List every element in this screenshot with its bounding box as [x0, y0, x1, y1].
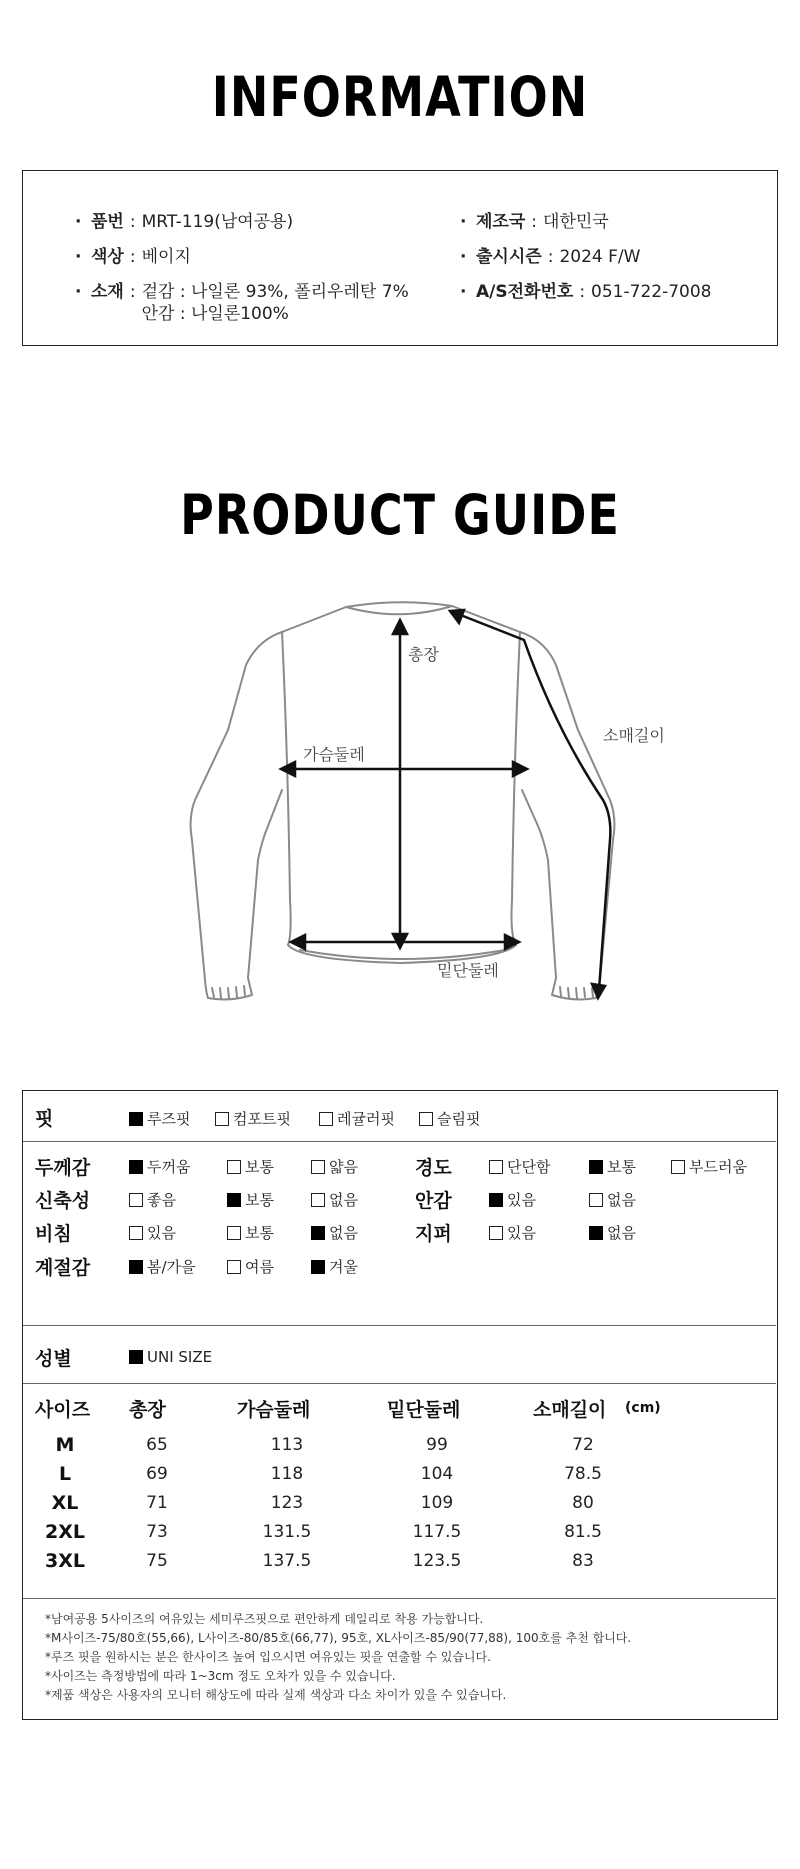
bullet: ·	[460, 247, 467, 267]
option-label: 있음	[507, 1224, 536, 1242]
size-value: 99	[426, 1435, 448, 1455]
option-label: 부드러움	[689, 1158, 747, 1176]
checkbox-unchecked	[671, 1160, 685, 1174]
size-value: 123	[270, 1493, 304, 1513]
size-name: 2XL	[45, 1521, 85, 1543]
checkbox-unchecked	[489, 1226, 503, 1240]
sheerness-option	[227, 1222, 274, 1243]
sheerness-option	[311, 1222, 358, 1243]
info-row-product-code	[75, 211, 455, 233]
hardness-label: 경도	[415, 1157, 452, 1179]
checkbox-checked	[311, 1260, 325, 1274]
season-option	[227, 1256, 274, 1277]
sheerness-label: 비침	[35, 1223, 72, 1245]
checkbox-unchecked	[489, 1160, 503, 1174]
size-name: L	[58, 1463, 72, 1485]
sleeve-header: 소매길이	[533, 1399, 607, 1421]
option-label: 있음	[147, 1224, 176, 1242]
label-chest: 가슴둘레	[303, 745, 365, 764]
zipper-option	[489, 1222, 536, 1243]
size-value: 81.5	[564, 1522, 602, 1542]
option-label: 없음	[607, 1224, 636, 1242]
hardness-option	[489, 1156, 550, 1177]
bullet: ·	[75, 247, 82, 267]
info-value: 2024 F/W	[559, 247, 641, 267]
length-header: 총장	[129, 1399, 166, 1421]
size-value: 137.5	[262, 1551, 312, 1571]
checkbox-unchecked	[129, 1193, 143, 1207]
note-item: *제품 색상은 사용자의 모니터 해상도에 따라 실제 색상과 다소 차이가 있을 수 있습니다.	[45, 1688, 507, 1702]
bullet: ·	[75, 212, 82, 232]
hem-header: 밑단둘레	[387, 1399, 461, 1421]
checkbox-checked	[489, 1193, 503, 1207]
fit-option-comfort	[215, 1108, 291, 1129]
elasticity-label: 신축성	[35, 1190, 91, 1212]
divider	[23, 1598, 776, 1599]
checkbox-checked	[129, 1160, 143, 1174]
separator: :	[129, 247, 136, 267]
checkbox-unchecked	[311, 1160, 325, 1174]
size-value: 104	[420, 1464, 454, 1484]
option-label: 봄/가을	[147, 1258, 196, 1276]
option-label: 단단함	[507, 1158, 551, 1176]
size-value: 69	[146, 1464, 168, 1484]
size-value: 80	[572, 1493, 594, 1513]
checkbox-unchecked	[319, 1112, 333, 1126]
lining-option	[489, 1189, 536, 1210]
note-item: *남여공용 5사이즈의 여유있는 세미루즈핏으로 편안하게 데일리로 착용 가능합니다.	[45, 1612, 484, 1626]
separator: :	[531, 212, 538, 232]
size-value: 131.5	[262, 1522, 312, 1542]
info-row-color	[75, 246, 455, 268]
size-value: 72	[572, 1435, 594, 1455]
option-label: 보통	[245, 1158, 274, 1176]
checkbox-checked	[227, 1193, 241, 1207]
info-key: 색상	[91, 247, 124, 267]
information-heading: INFORMATION	[211, 64, 589, 130]
notes	[45, 1610, 765, 1705]
elasticity-option	[227, 1189, 274, 1210]
garment-measurement-diagram	[0, 590, 800, 1010]
info-row-material	[75, 281, 455, 325]
gender-option-uni	[129, 1348, 212, 1366]
fit-label: 핏	[35, 1108, 54, 1130]
option-label: 없음	[607, 1191, 636, 1209]
checkbox-unchecked	[227, 1160, 241, 1174]
option-label: 보통	[245, 1224, 274, 1242]
lining-label: 안감	[415, 1190, 452, 1212]
checkbox-unchecked	[589, 1193, 603, 1207]
info-key: 품번	[91, 212, 124, 232]
info-key: 제조국	[476, 212, 526, 232]
size-name: 3XL	[45, 1550, 85, 1572]
option-label: UNI SIZE	[147, 1348, 213, 1366]
info-row-season	[460, 246, 760, 268]
information-left-column	[75, 211, 455, 338]
elasticity-option	[129, 1189, 176, 1210]
separator: :	[579, 282, 586, 302]
label-sleeve-length: 소매길이	[603, 726, 665, 745]
thickness-option	[311, 1156, 358, 1177]
size-value: 78.5	[564, 1464, 602, 1484]
hardness-option	[671, 1156, 747, 1177]
note-item: *사이즈는 측정방법에 따라 1~3cm 정도 오차가 있을 수 있습니다.	[45, 1669, 396, 1683]
option-label: 얇음	[329, 1158, 358, 1176]
divider	[23, 1325, 776, 1326]
checkbox-checked	[129, 1260, 143, 1274]
option-label: 루즈핏	[147, 1110, 191, 1128]
info-value-material	[142, 281, 409, 325]
thickness-option	[227, 1156, 274, 1177]
hardness-option	[589, 1156, 636, 1177]
option-label: 보통	[607, 1158, 636, 1176]
size-value: 109	[420, 1493, 454, 1513]
fit-option-regular	[319, 1108, 395, 1129]
note-item: *M사이즈-75/80호(55,66), L사이즈-80/85호(66,77), 95호, XL사이즈-85/90(77,88), 100호를 추천 합니다.	[45, 1631, 632, 1645]
season-option	[129, 1256, 196, 1277]
size-value: 75	[146, 1551, 168, 1571]
sweatshirt-outline-illustration	[0, 590, 800, 1010]
checkbox-checked	[311, 1226, 325, 1240]
info-key: 소재	[91, 282, 124, 302]
fit-option-slim	[419, 1108, 480, 1129]
season-label: 계절감	[35, 1257, 91, 1279]
zipper-label: 지퍼	[415, 1223, 452, 1245]
product-guide-heading: PRODUCT GUIDE	[180, 482, 620, 548]
zipper-option	[589, 1222, 636, 1243]
sheerness-option	[129, 1222, 176, 1243]
option-label: 여름	[245, 1258, 274, 1276]
label-total-length: 총장	[408, 645, 439, 664]
info-value: MRT-119(남여공용)	[141, 212, 294, 232]
fit-option-loose	[129, 1108, 190, 1129]
checkbox-unchecked	[215, 1112, 229, 1126]
info-value: 베이지	[141, 247, 191, 267]
information-right-column	[460, 211, 760, 316]
separator: :	[547, 247, 554, 267]
size-value: 113	[270, 1435, 304, 1455]
info-key: 출시시즌	[476, 247, 542, 267]
size-header: 사이즈	[35, 1399, 91, 1421]
option-label: 없음	[329, 1224, 358, 1242]
option-label: 보통	[245, 1191, 274, 1209]
thickness-option	[129, 1156, 190, 1177]
gender-label: 성별	[35, 1348, 72, 1370]
size-value: 83	[572, 1551, 594, 1571]
separator: :	[129, 212, 136, 232]
info-key: A/S전화번호	[476, 282, 574, 302]
info-value: 대한민국	[543, 212, 609, 232]
info-row-country	[460, 211, 760, 233]
checkbox-unchecked	[311, 1193, 325, 1207]
size-value: 65	[146, 1435, 168, 1455]
option-label: 레귤러핏	[337, 1110, 395, 1128]
elasticity-option	[311, 1189, 358, 1210]
bullet: ·	[460, 282, 467, 302]
checkbox-unchecked	[227, 1260, 241, 1274]
season-option	[311, 1256, 358, 1277]
info-value-lining: 안감 : 나일론100%	[141, 304, 289, 324]
info-value-outer: 겉감 : 나일론 93%, 폴리우레탄 7%	[141, 282, 409, 302]
product-guide-table	[22, 1090, 778, 1720]
checkbox-checked	[589, 1226, 603, 1240]
divider	[23, 1383, 776, 1384]
size-value: 73	[146, 1522, 168, 1542]
info-row-as-phone	[460, 281, 760, 303]
separator: :	[129, 282, 136, 302]
checkbox-checked	[129, 1350, 143, 1364]
divider	[23, 1141, 776, 1142]
size-value: 117.5	[412, 1522, 462, 1542]
option-label: 좋음	[147, 1191, 176, 1209]
checkbox-checked	[589, 1160, 603, 1174]
checkbox-checked	[129, 1112, 143, 1126]
option-label: 있음	[507, 1191, 536, 1209]
checkbox-unchecked	[419, 1112, 433, 1126]
option-label: 겨울	[329, 1258, 358, 1276]
option-label: 슬림핏	[437, 1110, 481, 1128]
note-item: *루즈 핏을 원하시는 분은 한사이즈 높여 입으시면 여유있는 핏을 연출할 수 있습니다.	[45, 1650, 491, 1664]
label-hem: 밑단둘레	[437, 961, 499, 980]
chest-header: 가슴둘레	[237, 1399, 311, 1421]
info-value: 051-722-7008	[591, 282, 712, 302]
size-value: 118	[270, 1464, 304, 1484]
size-name: M	[55, 1434, 75, 1456]
checkbox-unchecked	[227, 1226, 241, 1240]
information-box	[22, 170, 778, 346]
checkbox-unchecked	[129, 1226, 143, 1240]
size-value: 71	[146, 1493, 168, 1513]
lining-option	[589, 1189, 636, 1210]
bullet: ·	[75, 282, 82, 302]
size-value: 123.5	[412, 1551, 462, 1571]
option-label: 두꺼움	[147, 1158, 191, 1176]
bullet: ·	[460, 212, 467, 232]
option-label: 컴포트핏	[233, 1110, 291, 1128]
thickness-label: 두께감	[35, 1157, 91, 1179]
unit-label: (cm)	[625, 1400, 661, 1416]
option-label: 없음	[329, 1191, 358, 1209]
size-name: XL	[51, 1492, 79, 1514]
